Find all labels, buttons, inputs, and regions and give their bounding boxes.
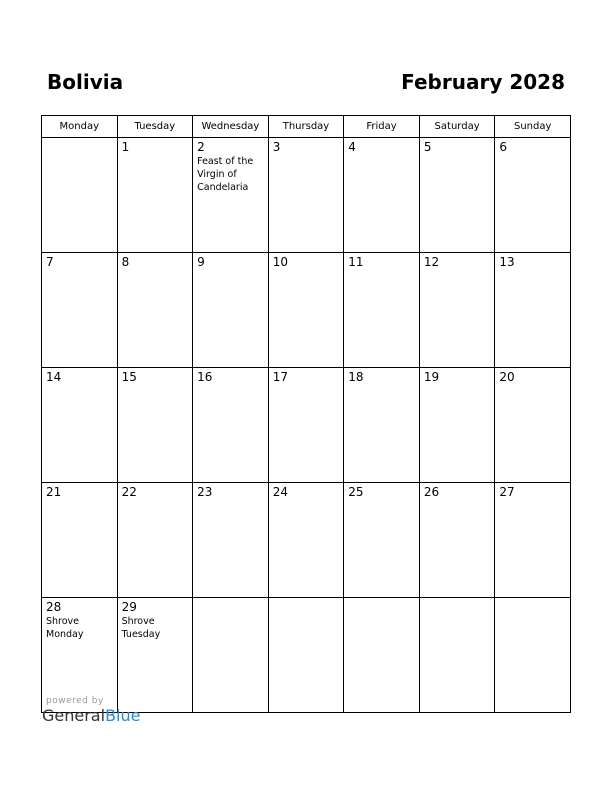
week-row [42,483,571,598]
day-number: 18 [348,370,364,384]
brand-blue: Blue [105,706,141,725]
day-number: 7 [46,255,54,269]
day-number: 6 [499,140,508,154]
generalblue-logo [42,706,140,725]
day-cell [419,253,495,368]
day-cell [268,138,344,253]
day-cell [344,598,420,713]
day-number: 26 [423,485,440,499]
day-cell [344,138,420,253]
powered-by-text: powered by [46,696,104,706]
day-cell [42,253,118,368]
weekday-monday: Monday [42,116,118,138]
day-cell [495,368,571,483]
day-cell [419,138,495,253]
weekday-header-row [42,116,571,138]
day-number: 20 [499,370,515,384]
day-cell [117,368,193,483]
day-number: 4 [348,140,356,154]
day-number: 25 [348,485,364,499]
day-cell [495,138,571,253]
day-cell [193,598,269,713]
day-cell [268,253,344,368]
day-number: 24 [272,485,288,499]
day-number: 3 [272,140,281,154]
week-row [42,253,571,368]
day-cell [495,253,571,368]
day-cell [42,368,118,483]
holiday-label: Shrove Monday [46,616,84,640]
footer-branding [42,696,140,726]
day-number: 5 [423,140,432,154]
day-number: 28 [46,600,62,614]
day-cell [495,483,571,598]
day-number: 22 [121,485,137,499]
day-number: 23 [197,485,213,499]
holiday-label: Feast of the Virgin of Candelaria [197,156,254,193]
day-number: 19 [423,370,440,384]
day-number: 10 [272,255,288,269]
weekday-thursday: Thursday [268,116,344,138]
weekday-tuesday: Tuesday [117,116,193,138]
day-number: 29 [121,600,137,614]
day-number: 8 [121,255,130,269]
weekday-wednesday: Wednesday [193,116,269,138]
day-number: 11 [348,255,364,269]
day-number: 9 [197,255,205,269]
day-cell [268,598,344,713]
day-number: 21 [46,485,62,499]
day-cell [344,483,420,598]
day-cell [419,598,495,713]
day-cell [268,368,344,483]
weekday-saturday: Saturday [419,116,495,138]
day-cell [495,598,571,713]
day-cell [193,368,269,483]
day-number: 2 [197,140,205,154]
day-cell [419,483,495,598]
holiday-label: Shrove Tuesday [121,616,161,640]
country-title: Bolivia [47,70,124,94]
day-number: 12 [423,255,440,269]
day-cell [42,483,118,598]
week-row [42,368,571,483]
day-cell [117,138,193,253]
day-number: 13 [499,255,515,269]
day-cell [268,483,344,598]
day-cell [117,483,193,598]
day-cell [344,253,420,368]
day-cell [344,368,420,483]
day-number: 15 [121,370,137,384]
day-cell [419,368,495,483]
weekday-sunday: Sunday [495,116,571,138]
day-number: 27 [499,485,515,499]
day-number: 16 [197,370,213,384]
day-cell [117,253,193,368]
week-row [42,138,571,253]
day-cell [42,138,118,253]
day-cell [193,253,269,368]
month-title: February 2028 [401,70,565,94]
day-number: 17 [272,370,288,384]
day-cell [193,483,269,598]
calendar-grid [41,115,571,713]
day-cell [193,138,269,253]
day-number: 14 [46,370,62,384]
brand-general: General [42,706,106,725]
day-number: 1 [121,140,130,154]
weekday-friday: Friday [344,116,420,138]
